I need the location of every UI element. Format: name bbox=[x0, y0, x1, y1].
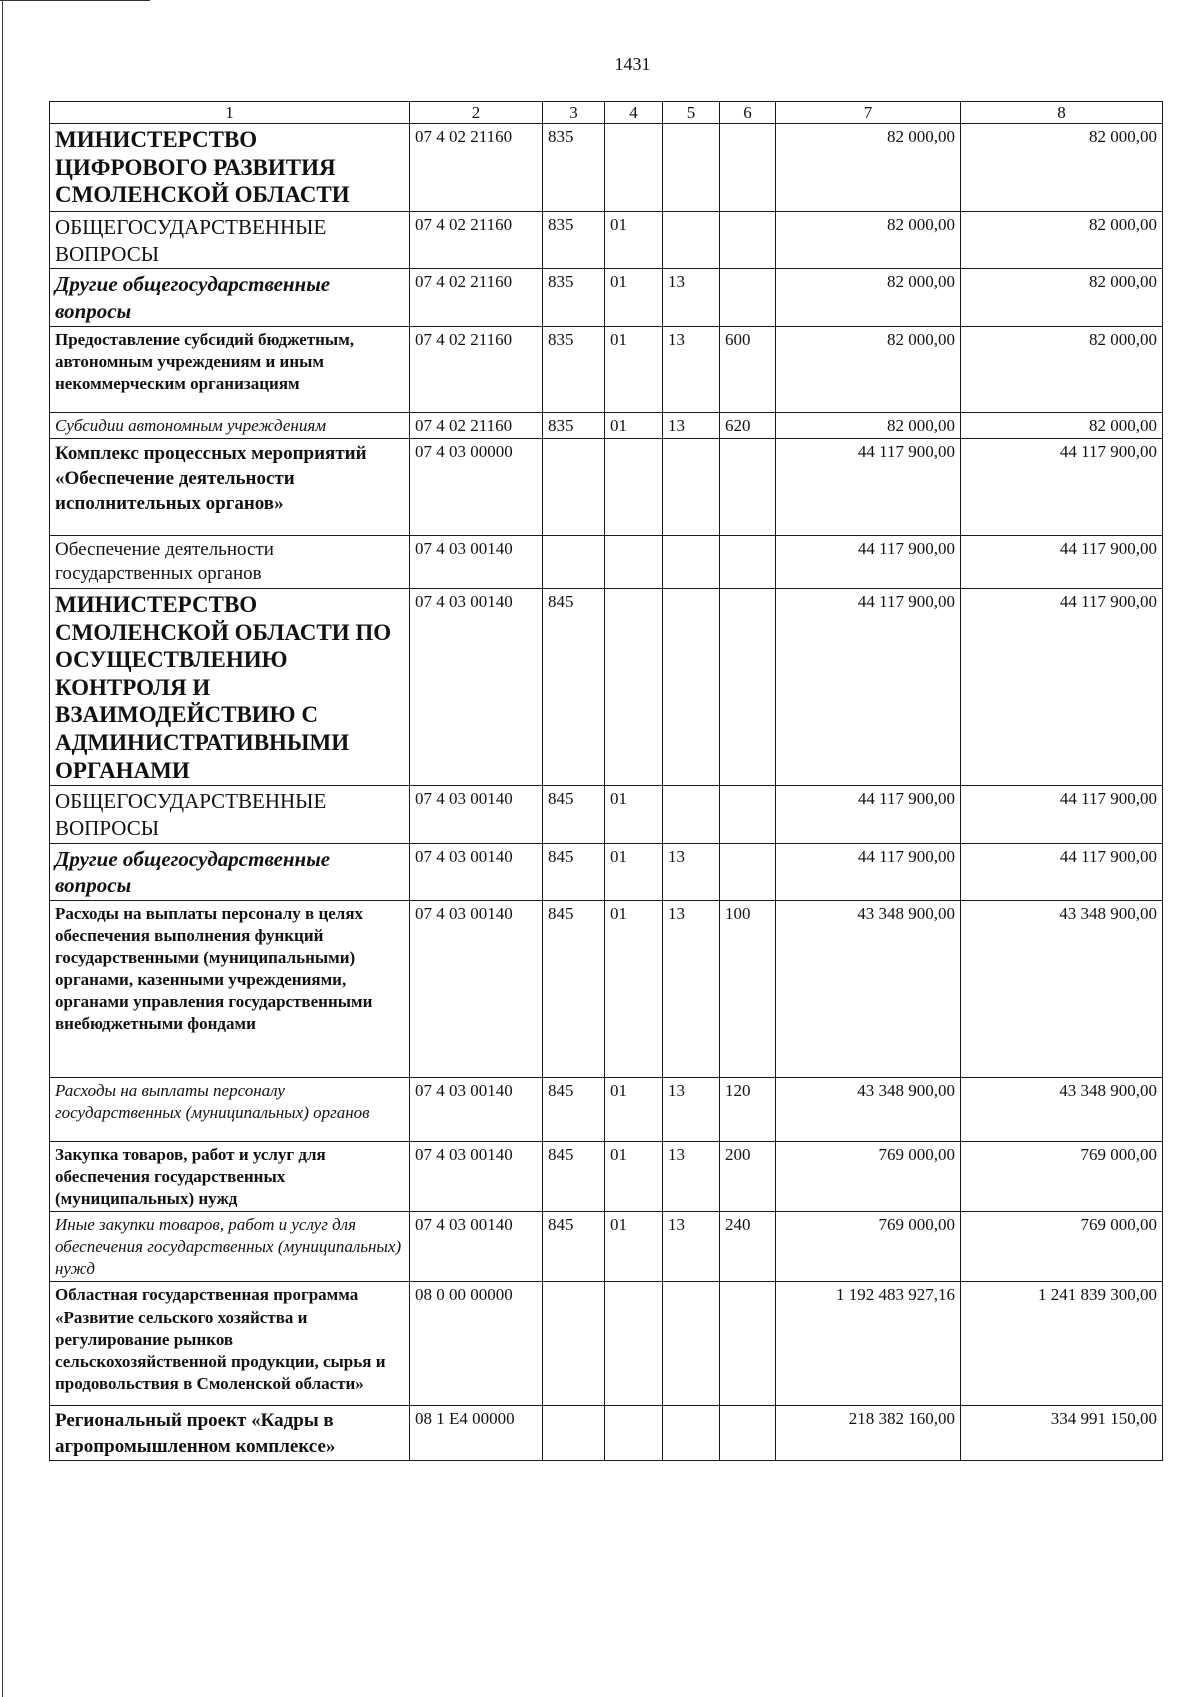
section-code-cell: 01 bbox=[605, 786, 663, 843]
expense-type-code-cell: 100 bbox=[720, 900, 776, 1077]
row-name-cell: Закупка товаров, работ и услуг для обеспечения государственных (муниципальных) нужд bbox=[50, 1141, 410, 1211]
amount-year-2-cell: 44 117 900,00 bbox=[961, 786, 1163, 843]
header-cell: 6 bbox=[720, 102, 776, 124]
row-name-cell: Другие общегосударственные вопросы bbox=[50, 269, 410, 326]
target-article-code-cell: 07 4 03 00140 bbox=[410, 535, 543, 588]
scan-edge-left bbox=[2, 0, 3, 1697]
ministry-code-cell: 835 bbox=[543, 326, 605, 412]
amount-year-2-cell: 1 241 839 300,00 bbox=[961, 1282, 1163, 1406]
ministry-code-cell: 835 bbox=[543, 269, 605, 326]
section-code-cell: 01 bbox=[605, 1077, 663, 1141]
row-name-cell: Субсидии автономным учреждениям bbox=[50, 412, 410, 438]
section-code-cell bbox=[605, 1282, 663, 1406]
ministry-code-cell: 845 bbox=[543, 900, 605, 1077]
subsection-code-cell bbox=[663, 124, 720, 212]
row-name-cell: Расходы на выплаты персоналу государственных (муниципальных) органов bbox=[50, 1077, 410, 1141]
amount-year-2-cell: 43 348 900,00 bbox=[961, 1077, 1163, 1141]
expense-type-code-cell bbox=[720, 786, 776, 843]
table-row bbox=[50, 1077, 1163, 1141]
subsection-code-cell: 13 bbox=[663, 412, 720, 438]
row-name-cell: ОБЩЕГОСУДАРСТВЕННЫЕ ВОПРОСЫ bbox=[50, 212, 410, 269]
expense-type-code-cell: 120 bbox=[720, 1077, 776, 1141]
subsection-code-cell bbox=[663, 535, 720, 588]
subsection-code-cell bbox=[663, 1406, 720, 1460]
target-article-code-cell: 07 4 03 00140 bbox=[410, 1212, 543, 1282]
ministry-code-cell bbox=[543, 1282, 605, 1406]
table-row bbox=[50, 786, 1163, 843]
target-article-code-cell: 07 4 02 21160 bbox=[410, 326, 543, 412]
expense-type-code-cell bbox=[720, 843, 776, 900]
row-name-cell: Областная государственная программа «Развитие сельского хозяйства и регулирование рынков сельскохозяйственной продукции, сырья и продовольствия в Смоленской области» bbox=[50, 1282, 410, 1406]
amount-year-1-cell: 82 000,00 bbox=[776, 326, 961, 412]
ministry-code-cell: 845 bbox=[543, 1141, 605, 1211]
subsection-code-cell: 13 bbox=[663, 900, 720, 1077]
expense-type-code-cell: 600 bbox=[720, 326, 776, 412]
target-article-code-cell: 08 0 00 00000 bbox=[410, 1282, 543, 1406]
section-code-cell: 01 bbox=[605, 326, 663, 412]
amount-year-1-cell: 44 117 900,00 bbox=[776, 438, 961, 535]
table-row bbox=[50, 124, 1163, 212]
table-row bbox=[50, 535, 1163, 588]
row-name-cell: ОБЩЕГОСУДАРСТВЕННЫЕ ВОПРОСЫ bbox=[50, 786, 410, 843]
amount-year-1-cell: 1 192 483 927,16 bbox=[776, 1282, 961, 1406]
amount-year-1-cell: 769 000,00 bbox=[776, 1212, 961, 1282]
section-code-cell bbox=[605, 535, 663, 588]
target-article-code-cell: 07 4 03 00140 bbox=[410, 786, 543, 843]
amount-year-2-cell: 82 000,00 bbox=[961, 412, 1163, 438]
subsection-code-cell: 13 bbox=[663, 843, 720, 900]
subsection-code-cell: 13 bbox=[663, 1077, 720, 1141]
subsection-code-cell bbox=[663, 438, 720, 535]
subsection-code-cell: 13 bbox=[663, 1141, 720, 1211]
amount-year-1-cell: 82 000,00 bbox=[776, 412, 961, 438]
subsection-code-cell: 13 bbox=[663, 269, 720, 326]
header-cell: 8 bbox=[961, 102, 1163, 124]
amount-year-1-cell: 82 000,00 bbox=[776, 269, 961, 326]
expense-type-code-cell: 240 bbox=[720, 1212, 776, 1282]
row-name-cell: Другие общегосударственные вопросы bbox=[50, 843, 410, 900]
amount-year-2-cell: 82 000,00 bbox=[961, 326, 1163, 412]
section-code-cell: 01 bbox=[605, 1141, 663, 1211]
target-article-code-cell: 07 4 03 00140 bbox=[410, 1141, 543, 1211]
target-article-code-cell: 07 4 03 00000 bbox=[410, 438, 543, 535]
amount-year-1-cell: 769 000,00 bbox=[776, 1141, 961, 1211]
expense-type-code-cell bbox=[720, 535, 776, 588]
table-row bbox=[50, 212, 1163, 269]
table-row bbox=[50, 1141, 1163, 1211]
table-row bbox=[50, 1282, 1163, 1406]
page-number: 1431 bbox=[614, 54, 651, 74]
table-row bbox=[50, 412, 1163, 438]
ministry-code-cell bbox=[543, 1406, 605, 1460]
expense-type-code-cell bbox=[720, 212, 776, 269]
scan-edge-top bbox=[0, 0, 150, 1]
section-code-cell: 01 bbox=[605, 269, 663, 326]
expense-type-code-cell bbox=[720, 269, 776, 326]
amount-year-2-cell: 334 991 150,00 bbox=[961, 1406, 1163, 1460]
amount-year-2-cell: 769 000,00 bbox=[961, 1141, 1163, 1211]
amount-year-2-cell: 82 000,00 bbox=[961, 269, 1163, 326]
target-article-code-cell: 07 4 03 00140 bbox=[410, 589, 543, 786]
header-cell: 4 bbox=[605, 102, 663, 124]
target-article-code-cell: 07 4 03 00140 bbox=[410, 900, 543, 1077]
amount-year-1-cell: 44 117 900,00 bbox=[776, 589, 961, 786]
section-code-cell bbox=[605, 589, 663, 786]
row-name-cell: Региональный проект «Кадры в агропромышленном комплексе» bbox=[50, 1406, 410, 1460]
ministry-code-cell bbox=[543, 438, 605, 535]
amount-year-1-cell: 44 117 900,00 bbox=[776, 535, 961, 588]
table-row bbox=[50, 326, 1163, 412]
row-name-cell: Предоставление субсидий бюджетным, автономным учреждениям и иным некоммерческим организациям bbox=[50, 326, 410, 412]
target-article-code-cell: 07 4 02 21160 bbox=[410, 269, 543, 326]
table-row bbox=[50, 438, 1163, 535]
table-row bbox=[50, 843, 1163, 900]
amount-year-1-cell: 43 348 900,00 bbox=[776, 900, 961, 1077]
expense-type-code-cell bbox=[720, 589, 776, 786]
expense-type-code-cell bbox=[720, 1282, 776, 1406]
target-article-code-cell: 07 4 02 21160 bbox=[410, 412, 543, 438]
amount-year-2-cell: 44 117 900,00 bbox=[961, 438, 1163, 535]
subsection-code-cell: 13 bbox=[663, 326, 720, 412]
target-article-code-cell: 07 4 03 00140 bbox=[410, 1077, 543, 1141]
row-name-cell: МИНИСТЕРСТВО СМОЛЕНСКОЙ ОБЛАСТИ ПО ОСУЩЕСТВЛЕНИЮ КОНТРОЛЯ И ВЗАИМОДЕЙСТВИЮ С АДМИНИСТРАТИВНЫМИ ОРГАНАМИ bbox=[50, 589, 410, 786]
expense-type-code-cell bbox=[720, 1406, 776, 1460]
expense-type-code-cell: 200 bbox=[720, 1141, 776, 1211]
amount-year-2-cell: 82 000,00 bbox=[961, 124, 1163, 212]
section-code-cell: 01 bbox=[605, 412, 663, 438]
ministry-code-cell bbox=[543, 535, 605, 588]
amount-year-2-cell: 769 000,00 bbox=[961, 1212, 1163, 1282]
section-code-cell: 01 bbox=[605, 212, 663, 269]
section-code-cell: 01 bbox=[605, 1212, 663, 1282]
amount-year-2-cell: 44 117 900,00 bbox=[961, 843, 1163, 900]
ministry-code-cell: 845 bbox=[543, 786, 605, 843]
ministry-code-cell: 845 bbox=[543, 589, 605, 786]
section-code-cell bbox=[605, 438, 663, 535]
subsection-code-cell bbox=[663, 589, 720, 786]
amount-year-1-cell: 82 000,00 bbox=[776, 124, 961, 212]
header-cell: 5 bbox=[663, 102, 720, 124]
subsection-code-cell: 13 bbox=[663, 1212, 720, 1282]
header-cell: 1 bbox=[50, 102, 410, 124]
amount-year-1-cell: 43 348 900,00 bbox=[776, 1077, 961, 1141]
amount-year-2-cell: 44 117 900,00 bbox=[961, 535, 1163, 588]
row-name-cell: Расходы на выплаты персоналу в целях обеспечения выполнения функций государственными (муниципальными) органами, казенными учреждениями, органами управления государственными внебюджетными фондами bbox=[50, 900, 410, 1077]
target-article-code-cell: 07 4 02 21160 bbox=[410, 124, 543, 212]
amount-year-2-cell: 82 000,00 bbox=[961, 212, 1163, 269]
expense-type-code-cell: 620 bbox=[720, 412, 776, 438]
table-row bbox=[50, 1212, 1163, 1282]
ministry-code-cell: 835 bbox=[543, 124, 605, 212]
target-article-code-cell: 07 4 03 00140 bbox=[410, 843, 543, 900]
row-name-cell: Иные закупки товаров, работ и услуг для обеспечения государственных (муниципальных) нужд bbox=[50, 1212, 410, 1282]
expense-type-code-cell bbox=[720, 124, 776, 212]
row-name-cell: МИНИСТЕРСТВО ЦИФРОВОГО РАЗВИТИЯ СМОЛЕНСКОЙ ОБЛАСТИ bbox=[50, 124, 410, 212]
amount-year-1-cell: 218 382 160,00 bbox=[776, 1406, 961, 1460]
section-code-cell: 01 bbox=[605, 843, 663, 900]
table-row bbox=[50, 900, 1163, 1077]
amount-year-1-cell: 44 117 900,00 bbox=[776, 843, 961, 900]
table-row bbox=[50, 589, 1163, 786]
header-cell: 2 bbox=[410, 102, 543, 124]
section-code-cell bbox=[605, 124, 663, 212]
amount-year-2-cell: 44 117 900,00 bbox=[961, 589, 1163, 786]
ministry-code-cell: 835 bbox=[543, 412, 605, 438]
target-article-code-cell: 07 4 02 21160 bbox=[410, 212, 543, 269]
ministry-code-cell: 845 bbox=[543, 1077, 605, 1141]
header-cell: 7 bbox=[776, 102, 961, 124]
subsection-code-cell bbox=[663, 786, 720, 843]
subsection-code-cell bbox=[663, 212, 720, 269]
header-cell: 3 bbox=[543, 102, 605, 124]
target-article-code-cell: 08 1 Е4 00000 bbox=[410, 1406, 543, 1460]
ministry-code-cell: 845 bbox=[543, 843, 605, 900]
table-row bbox=[50, 1406, 1163, 1460]
row-name-cell: Комплекс процессных мероприятий «Обеспечение деятельности исполнительных органов» bbox=[50, 438, 410, 535]
header-row bbox=[50, 102, 1163, 124]
section-code-cell bbox=[605, 1406, 663, 1460]
section-code-cell: 01 bbox=[605, 900, 663, 1077]
amount-year-1-cell: 44 117 900,00 bbox=[776, 786, 961, 843]
expense-type-code-cell bbox=[720, 438, 776, 535]
amount-year-1-cell: 82 000,00 bbox=[776, 212, 961, 269]
subsection-code-cell bbox=[663, 1282, 720, 1406]
ministry-code-cell: 835 bbox=[543, 212, 605, 269]
amount-year-2-cell: 43 348 900,00 bbox=[961, 900, 1163, 1077]
budget-table bbox=[49, 101, 1163, 1461]
ministry-code-cell: 845 bbox=[543, 1212, 605, 1282]
row-name-cell: Обеспечение деятельности государственных органов bbox=[50, 535, 410, 588]
table-row bbox=[50, 269, 1163, 326]
